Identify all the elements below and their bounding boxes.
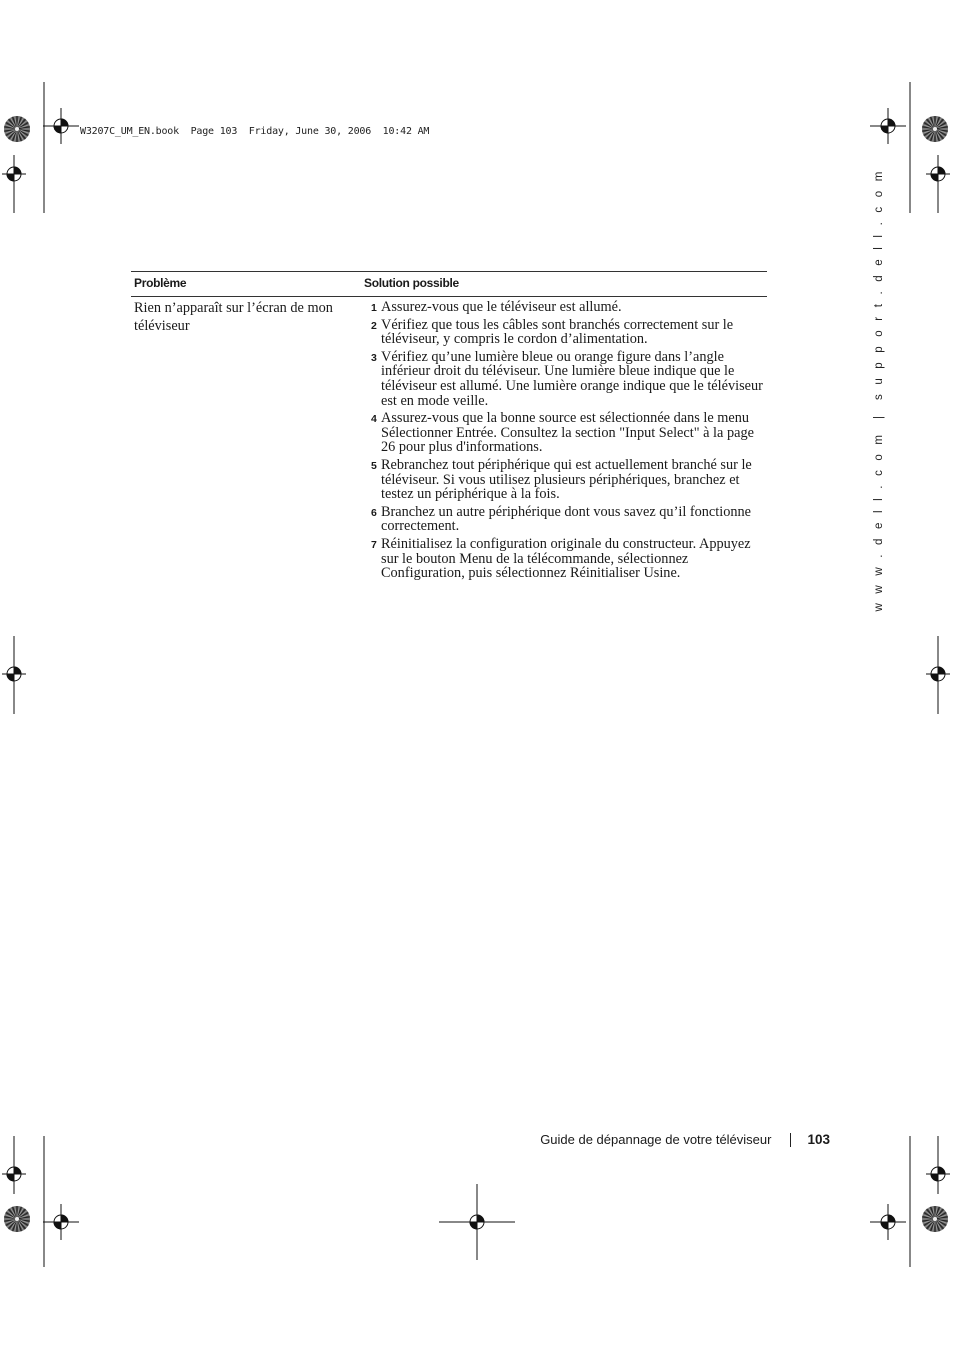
registration-mark [2,662,26,686]
registration-mark [2,162,26,186]
footer-title: Guide de dépannage de votre téléviseur [540,1132,772,1147]
side-url: w w w . d e l l . c o m | s u p p o r t . d e l l . c o m [873,168,885,612]
solution-step [364,505,764,534]
starburst-mark [4,1206,30,1232]
registration-mark [926,162,950,186]
step-text: Branchez un autre périphérique dont vous savez qu’il fonctionne correctement. [381,503,752,535]
page-footer [540,1132,830,1147]
registration-mark [926,662,950,686]
footer-separator [790,1133,791,1147]
starburst-mark [4,116,30,142]
table-header [131,271,767,297]
solution-step [364,537,764,581]
solution-step [364,350,764,408]
registration-mark [43,1204,79,1240]
solution-step [364,318,764,347]
step-text: Vérifiez qu’une lumière bleue ou orange figure dans l’angle inférieur droit du téléviseur. Une lumière bleue indique que le téléviseur est allumé. Une lumière orange indique que le téléviseur est en mode veille. [381,348,763,409]
troubleshooting-table [131,271,767,582]
registration-mark [870,1204,906,1240]
solution-step [364,411,764,455]
step-text: Assurez-vous que le téléviseur est allumé. [381,299,622,315]
header-problem: Problème [134,276,187,290]
step-text: Vérifiez que tous les câbles sont branchés correctement sur le téléviseur, y compris le cordon d’alimentation. [381,316,734,348]
problem-cell: Rien n’apparaît sur l’écran de mon téléviseur [134,300,333,334]
step-text: Rebranchez tout périphérique qui est actuellement branché sur le téléviseur. Si vous utilisez plusieurs périphériques, branchez et testez un périphérique à la fois. [381,456,752,503]
header-solution: Solution possible [364,276,459,290]
step-number: 6 [371,506,377,519]
registration-mark [439,1184,515,1260]
step-number: 1 [371,302,377,314]
step-number: 7 [371,538,377,551]
step-number: 3 [371,351,377,364]
solution-step [364,458,764,502]
registration-mark [2,1162,26,1186]
step-number: 5 [371,459,377,472]
registration-mark [870,108,906,144]
step-number: 4 [371,413,377,426]
step-text: Assurez-vous que la bonne source est sélectionnée dans le menu Sélectionner Entrée. Consultez la section "Input Select" à la page 26 pour plus d'informations. [381,410,754,456]
solution-step [364,300,764,315]
registration-mark [43,108,79,144]
registration-mark [926,1162,950,1186]
step-text: Réinitialisez la configuration originale du constructeur. Appuyez sur le bouton Menu de la télécommande, sélectionnez Configuration, puis sélectionnez Réinitialiser Usine. [381,535,751,582]
page-number: 103 [807,1132,830,1147]
print-header: W3207C_UM_EN.book Page 103 Friday, June 30, 2006 10:42 AM [80,126,430,137]
starburst-mark [922,116,948,142]
starburst-mark [922,1206,948,1232]
step-number: 2 [371,319,377,332]
solution-steps [364,300,764,584]
